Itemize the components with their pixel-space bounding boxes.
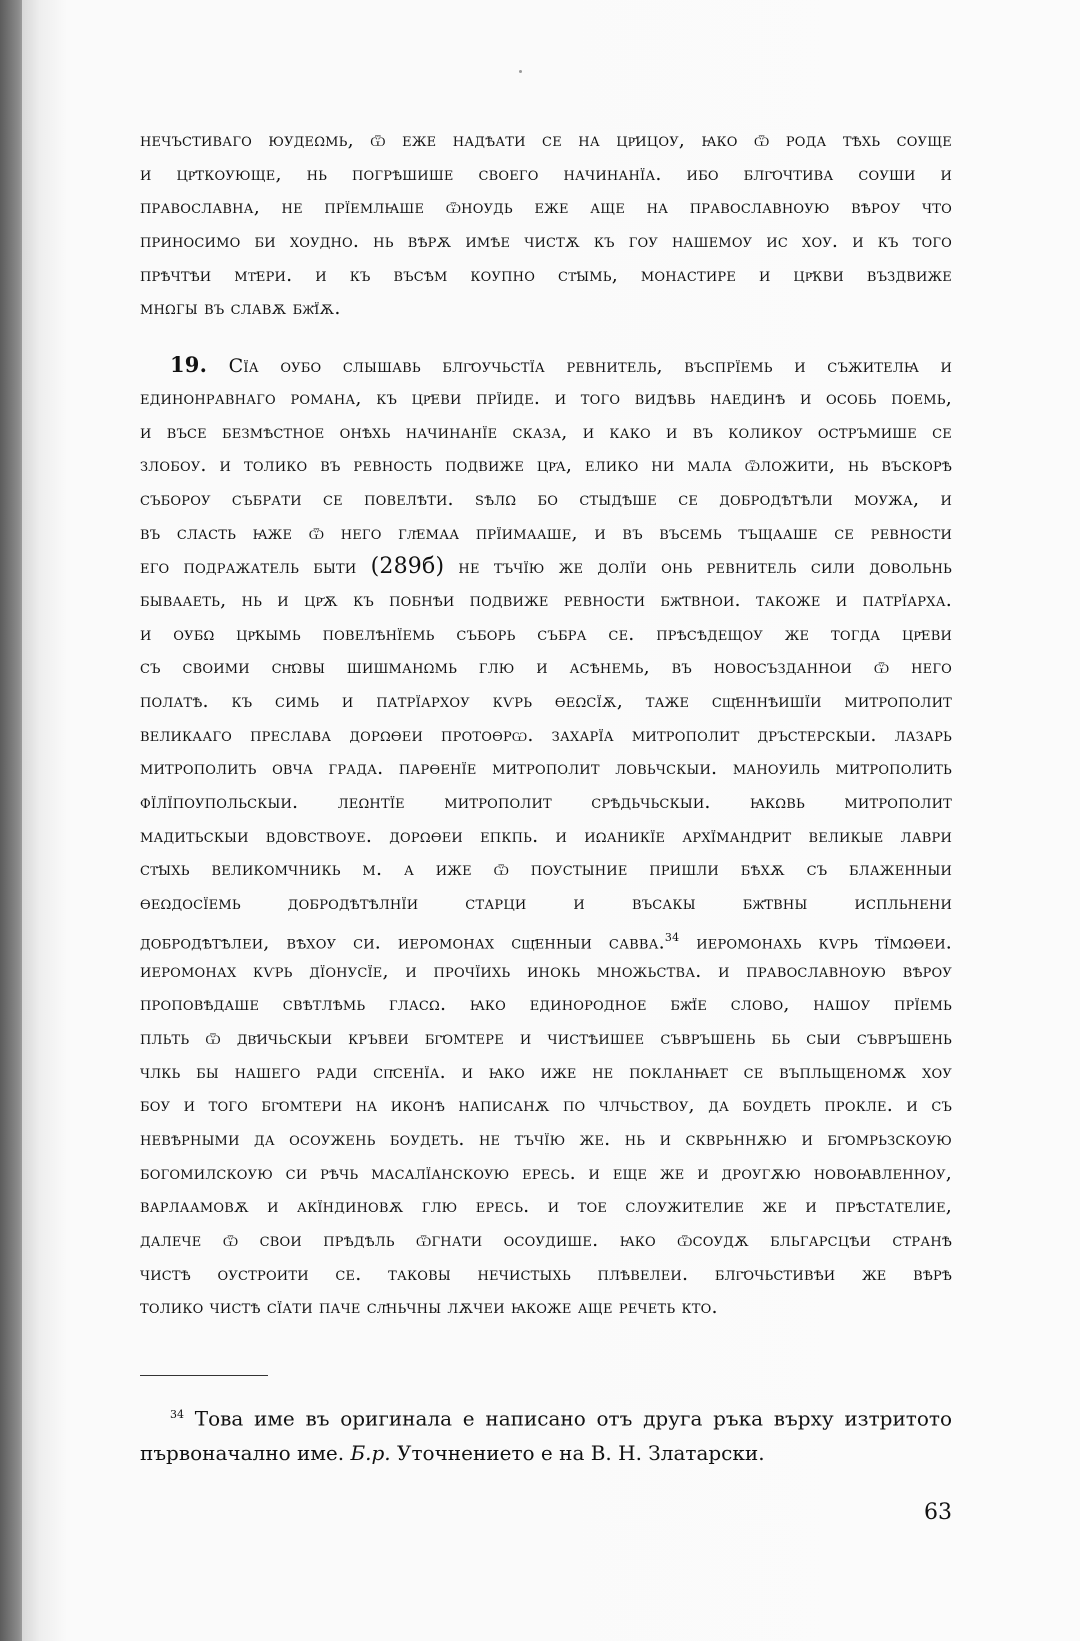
book-page: [22, 0, 1080, 1641]
text-line: и въсе безмѣстное онѣхь начинанїе сказа, и како и въ коликоу остръмише се: [140, 420, 952, 443]
text-line: великааго преслава дорωѳеи протоѳрѡ. захарїа митрополит дръстерскыи. лазарь: [140, 723, 952, 746]
text-line: чистѣ оустроити се. таковы нечистыхь плѣвелеи. блг҃очьстивѣи же вѣрѣ: [140, 1262, 952, 1285]
paragraph-19-first-line: 19. Сїа оубо слышавь блг҃оучьстїа ревнитель, въспрїемь и съжителꙗ и: [170, 352, 952, 378]
text-line: боу и того бг҃омтери на иконѣ написанѫ по члчьствоу, да боудеть прокле. и съ: [140, 1094, 952, 1117]
text-line: варлаамовѫ и акїндиновѫ глю ересь. и тое слоужителие же и прѣстателие,: [140, 1195, 952, 1218]
page-number: 63: [924, 1500, 952, 1525]
footnote: [140, 1398, 952, 1470]
text-line: его подражатель быти (289б) не тъчїю же долїи онь ревнитель сили довольнь: [140, 554, 952, 580]
page-speck: [519, 70, 522, 73]
text-line: мадитьскыи вдовствоуе. дорωѳеи епкпь. и иωаникїе архїмандрит великые лаври: [140, 824, 952, 847]
text-line: въ сласть ꙗже ѿ него гл҃емаа прїимааше, и въ въсемь тъщааше се ревности: [140, 521, 952, 544]
text-line: злобоу. и толико въ ревность подвиже цр҃а, елико ни мала ѿложити, нь въскорѣ: [140, 454, 952, 477]
text-line: ст҃ыхь великомчникь м. а иже ѿ поустыние пришли бѣхѫ съ блаженныи: [140, 858, 952, 881]
text-line: и оубω цр҃кымь повелѣнїемь съборь събра се. прѣсѣдещоу же тогда цр҃еви: [140, 622, 952, 645]
text-line: богомилскоую си рѣчь масалїанскоую ересь. и еще же и дроугѫю новоꙗвленноу,: [140, 1161, 952, 1184]
text-line: приносимо би хоудно. нь вѣрѫ имѣе чистѫ къ гоу нашемоу ис хоу. и къ того: [140, 230, 952, 253]
text-line: фїлїпоупольскыи. леωнтїе митрополит срѣдьчьскыи. ꙗкωвь митрополит: [140, 791, 952, 814]
text-line: ѳеωдосїемь добродѣтѣлнїи старци и въсакы бж҃твны испльнени: [140, 892, 952, 915]
text-line: иеромонах кѵрь дїонусїе, и прочїихь инокь множьства. и православноую вѣроу: [140, 959, 952, 982]
text-line: събороу събрати се повелѣти. ѕѣлω бо стыдѣше се добродѣтѣли моужа, и: [140, 487, 952, 510]
footnote-separator: [140, 1375, 268, 1376]
text-line: полатѣ. къ симь и патрїархоу кѵрь ѳеωсїѫ, таже сщ҃еннѣишїи митрополит: [140, 690, 952, 712]
paragraph-number: 19.: [170, 352, 208, 378]
text-line: нечъстиваго юудеωмь, ѿ еже надѣати се на цр҃ицоу, ꙗко ѿ рода тѣхь соуще: [140, 129, 952, 151]
footnote-line: $^{34}$ Това име въ оригинала е написано отъ друга ръка върху изтритото: [170, 1406, 952, 1431]
footnote-marker: 34: [664, 930, 680, 944]
footnote-line: първоначално име. Б.р. Уточнението е на В. Н. Златарски.: [140, 1440, 765, 1465]
text-line: митрополить овча града. парѳенїе митрополит ловьчскыи. маноуиль митрополить: [140, 757, 952, 780]
text-line: добродѣтѣлеи, вѣхоу си. иеромонах сщ҃енныи савва.$^{34}$ иеромонахь кѵрь тїмωѳеи.: [140, 930, 952, 954]
main-text: [140, 124, 952, 1325]
text-line: проповѣдаше свѣтлѣмь гласω. ꙗко единородное бж҃їе слово, нашоу прїемь: [140, 993, 952, 1016]
text-line: мнωгы въ славѫ бж҃їѫ.: [140, 297, 341, 320]
footnote-number: 34: [170, 1408, 184, 1421]
text-line: члкь бы нашего ради сп҃сенїа. и ꙗко иже не покланꙗет се въпльщеномѫ хоу: [140, 1060, 952, 1083]
text-line: и цр҃ткоующе, нь погрѣшише своего начинанїа. ибо блг҃очтива соуши и: [140, 162, 952, 185]
footnote-italic: Б.р.: [350, 1440, 391, 1465]
text-line: далече ѿ свои прѣдѣль ѿгнати осоудише. ꙗко ѿсоудѫ бльгарсцѣи странѣ: [140, 1229, 952, 1251]
text-line: толико чистѣ сїати паче сл҃ньчны лѫчеи ꙗкоже аще речеть кто.: [140, 1296, 718, 1319]
folio-reference: (289б): [370, 554, 445, 580]
text-line: православна, не прїемлꙗше ѿноудь еже аще на православноую вѣроу что: [140, 196, 952, 219]
text-line: прѣчтѣи мт҃ери. и къ въсѣм коупно ст҃ымь, монастире и цр҃кви въздвиже: [140, 263, 952, 286]
text-line: съ своими сн҃ωвы шишманωмь глю и асѣнемь, въ новосъзданнои ѿ него: [140, 656, 952, 679]
text-line: пльть ѿ дв҃ичьскыи кръвеи бг҃омтере и чистѣишее съвръшень бь сыи съвръшень: [140, 1026, 952, 1049]
text-line: единонравнаго романа, къ цр҃еви прїиде. и того видѣвь наединѣ и особь поемь,: [140, 386, 952, 409]
text-line: невѣрными да осоужень боудеть. не тъчїю же. нь и скврьннѫю и бг҃омрьзскоую: [140, 1127, 952, 1150]
text-line: бывааеть, нь и цр҃ѫ къ побнѣи подвиже ревности бж҃твнои. такоже и патрїарха.: [140, 588, 952, 611]
